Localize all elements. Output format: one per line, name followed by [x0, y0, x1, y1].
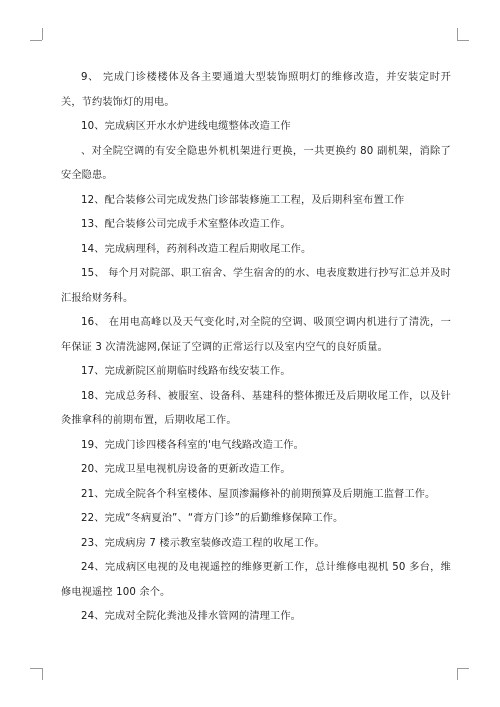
- crop-mark-top-left-vertical: [42, 28, 43, 40]
- paragraph-item-21: 21、完成全院各个科室楼体、屋顶渗漏修补的前期预算及后期施工监督工作。: [81, 488, 436, 500]
- paragraph-item-18: 18、完成总务科、被服室、设备科、基建科的整体搬迁及后期收尾工作，以及针灸推拿科的前期布置，后期收尾工作。: [61, 390, 451, 426]
- crop-mark-top-right-vertical: [457, 28, 458, 40]
- crop-mark-bottom-right-vertical: [457, 668, 458, 680]
- paragraph-item-24a: 24、完成病区电视的及电视遥控的维修更新工作，总计维修电视机 50 多台，维修电视遥控 100 余个。: [61, 562, 451, 598]
- paragraph-item-11: 、对全院空调的有安全隐患外机机架进行更换，一共更换约 80 副机架，消除了安全隐患。: [61, 145, 451, 181]
- paragraph-item-19: 19、完成门诊四楼各科室的'电气线路改造工作。: [81, 439, 304, 451]
- crop-mark-top-left-horizontal: [30, 40, 42, 41]
- document-body: [61, 66, 451, 630]
- paragraph-item-20: 20、完成卫星电视机房设备的更新改造工作。: [81, 464, 291, 475]
- crop-mark-bottom-left-horizontal: [30, 668, 42, 669]
- paragraph-item-12: 12、配合装修公司完成发热门诊部装修施工工程，及后期科室布置工作: [81, 194, 405, 206]
- crop-mark-bottom-right-horizontal: [457, 668, 469, 669]
- paragraph-item-9: 9、 完成门诊楼楼体及各主要通道大型装饰照明灯的维修改造，并安装定时开关，节约装饰灯的用电。: [61, 72, 451, 108]
- paragraph-item-23: 23、完成病房 7 楼示教室装修改造工程的收尾工作。: [81, 537, 325, 549]
- crop-mark-bottom-left-vertical: [42, 668, 43, 680]
- paragraph-item-22: 22、完成“冬病夏治”、“膏方门诊”的后勤维修保障工作。: [81, 513, 344, 524]
- paragraph-item-16: 16、 在用电高峰以及天气变化时,对全院的空调、吸顶空调内机进行了清洗，一年保证 3 次清洗滤网,保证了空调的正常运行以及室内空气的良好质量。: [61, 317, 451, 353]
- paragraph-item-17: 17、完成新院区前期临时线路布线安装工作。: [81, 366, 291, 377]
- paragraph-item-15: 15、 每个月对院部、职工宿舍、学生宿舍的的水、电表度数进行抄写汇总并及时汇报给财务科。: [61, 268, 451, 304]
- paragraph-item-13: 13、配合装修公司完成手术室整体改造工作。: [81, 219, 291, 230]
- crop-mark-top-right-horizontal: [457, 40, 469, 41]
- paragraph-item-24b: 24、完成对全院化粪池及排水管网的清理工作。: [81, 611, 302, 622]
- paragraph-item-14: 14、完成病理科，药剂科改造工程后期收尾工作。: [81, 243, 312, 255]
- paragraph-item-10: 10、完成病区开水水炉进线电缆整体改造工作: [81, 121, 291, 132]
